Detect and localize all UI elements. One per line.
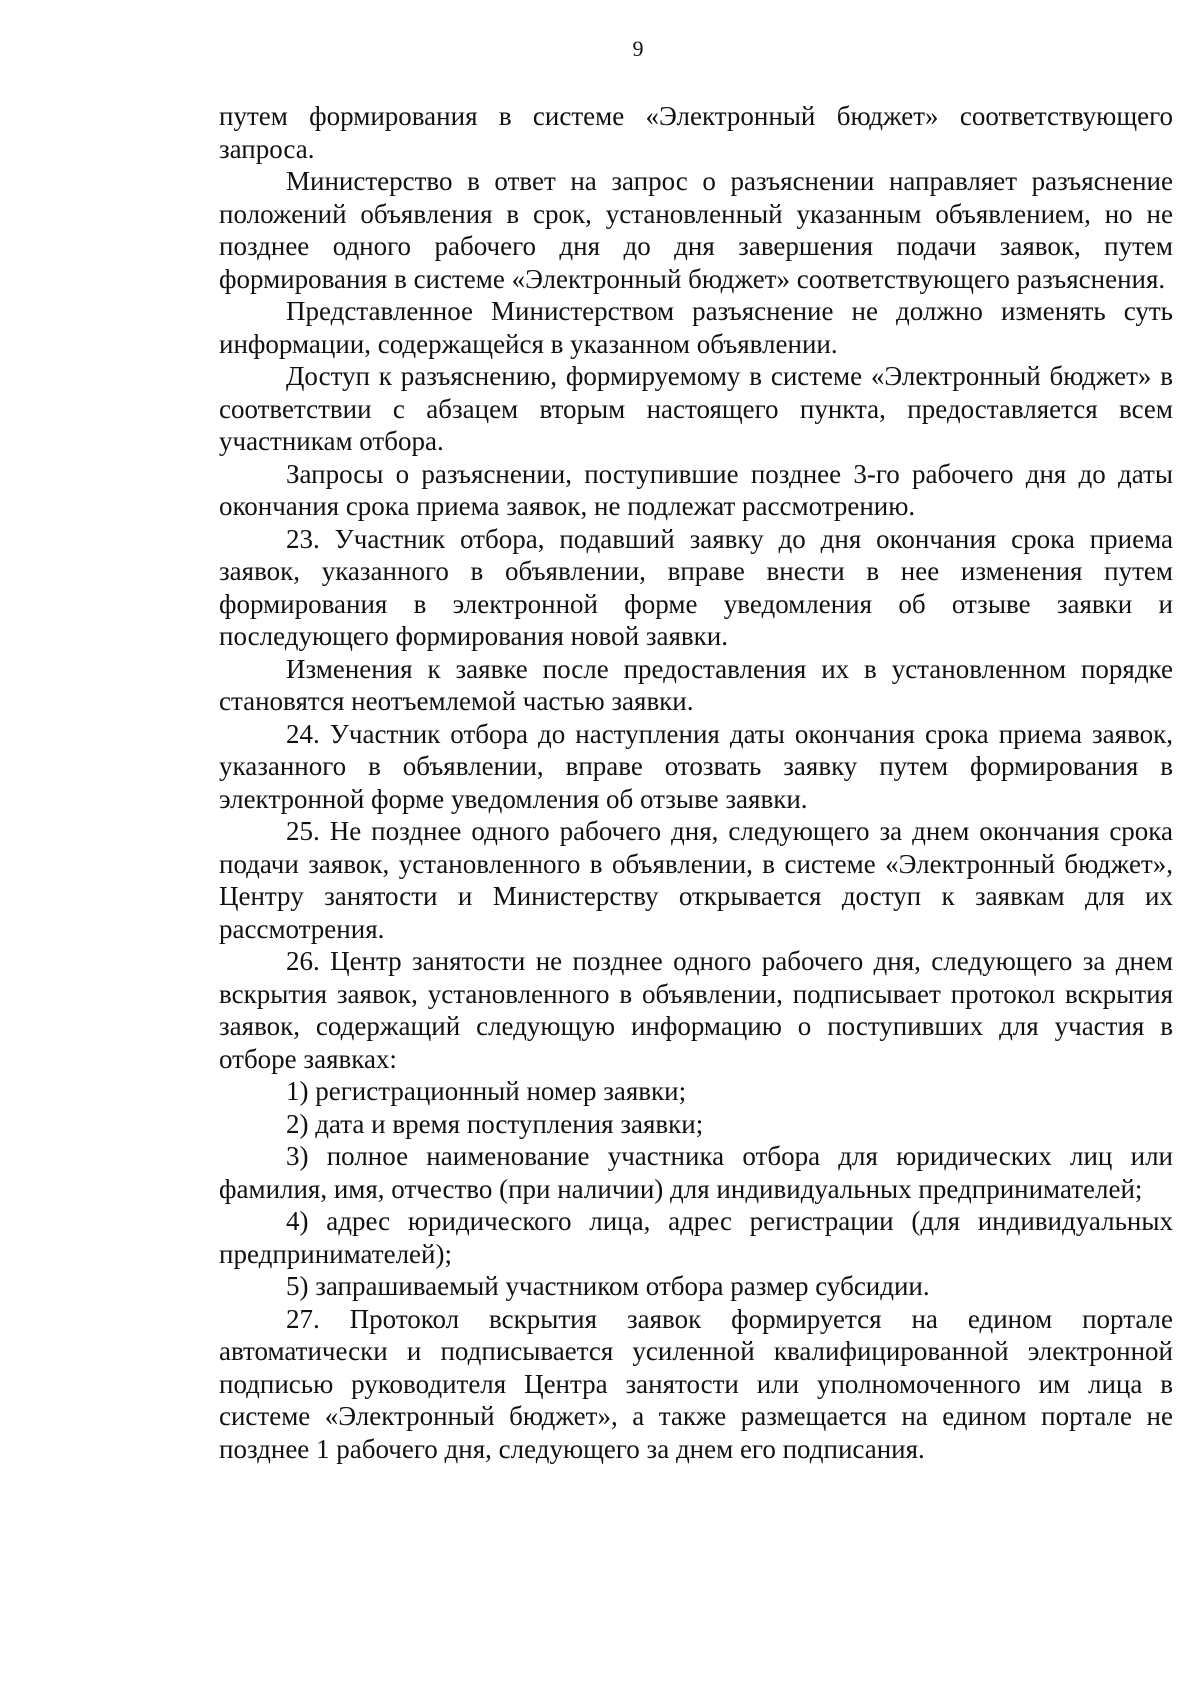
list-item: 2) дата и время поступления заявки;: [286, 1108, 704, 1139]
paragraph-item-23: 23. Участник отбора, подавший заявку до дня окончания срока приема заявок, указанного в объявлении, вправе внести в нее изменения путем формирования в электронной форме уведомления об отзыве заявки и последующего формирования новой заявки.: [219, 523, 1173, 651]
page-number: 9: [632, 36, 644, 61]
paragraph: Изменения к заявке после предоставления их в установленном порядке становятся неотъемлемой частью заявки.: [219, 653, 1173, 716]
paragraph-item-25: 25. Не позднее одного рабочего дня, следующего за днем окончания срока подачи заявок, установленного в объявлении, в системе «Электронный бюджет», Центру занятости и Министерству открывается доступ к заявкам для их рассмотрения.: [219, 816, 1173, 944]
paragraph-item-24: 24. Участник отбора до наступления даты окончания срока приема заявок, указанного в объявлении, вправе отозвать заявку путем формирования в электронной форме уведомления об отзыве заявки.: [219, 718, 1173, 814]
paragraph: Доступ к разъяснению, формируемому в системе «Электронный бюджет» в соответствии с абзацем вторым настоящего пункта, предоставляется всем участникам отбора.: [219, 361, 1173, 456]
paragraph: Представленное Министерством разъяснение не должно изменять суть информации, содержащейся в указанном объявлении.: [219, 296, 1173, 359]
list-item: 3) полное наименование участника отбора для юридических лиц или фамилия, имя, отчество (при наличии) для индивидуальных предпринимателей;: [219, 1141, 1173, 1204]
paragraph: Министерство в ответ на запрос о разъяснении направляет разъяснение положений объявления в срок, установленный указанным объявлением, но не позднее одного рабочего дня до дня завершения подачи заявок, путем формирования в системе «Электронный бюджет» соответствующего разъяснения.: [219, 166, 1173, 294]
paragraph-item-26: 26. Центр занятости не позднее одного рабочего дня, следующего за днем вскрытия заявок, установленного в объявлении, подписывает протокол вскрытия заявок, содержащий следующую информацию о поступивших для участия в отборе заявках:: [219, 946, 1173, 1074]
paragraph-item-27: 27. Протокол вскрытия заявок формируется на едином портале автоматически и подписывается усиленной квалифицированной электронной подписью руководителя Центра занятости или уполномоченного им лица в системе «Электронный бюджет», а также размещается на едином портале не позднее 1 рабочего дня, следующего за днем его подписания.: [219, 1303, 1173, 1464]
paragraph: путем формирования в системе «Электронный бюджет» соответствующего запроса.: [219, 101, 1173, 164]
paragraph: Запросы о разъяснении, поступившие позднее 3-го рабочего дня до даты окончания срока приема заявок, не подлежат рассмотрению.: [219, 458, 1173, 521]
list-item: 5) запрашиваемый участником отбора размер субсидии.: [286, 1271, 930, 1301]
list-item: 1) регистрационный номер заявки;: [286, 1076, 687, 1106]
document-body: [219, 100, 1173, 1465]
list-item: 4) адрес юридического лица, адрес регистрации (для индивидуальных предпринимателей);: [219, 1206, 1173, 1269]
